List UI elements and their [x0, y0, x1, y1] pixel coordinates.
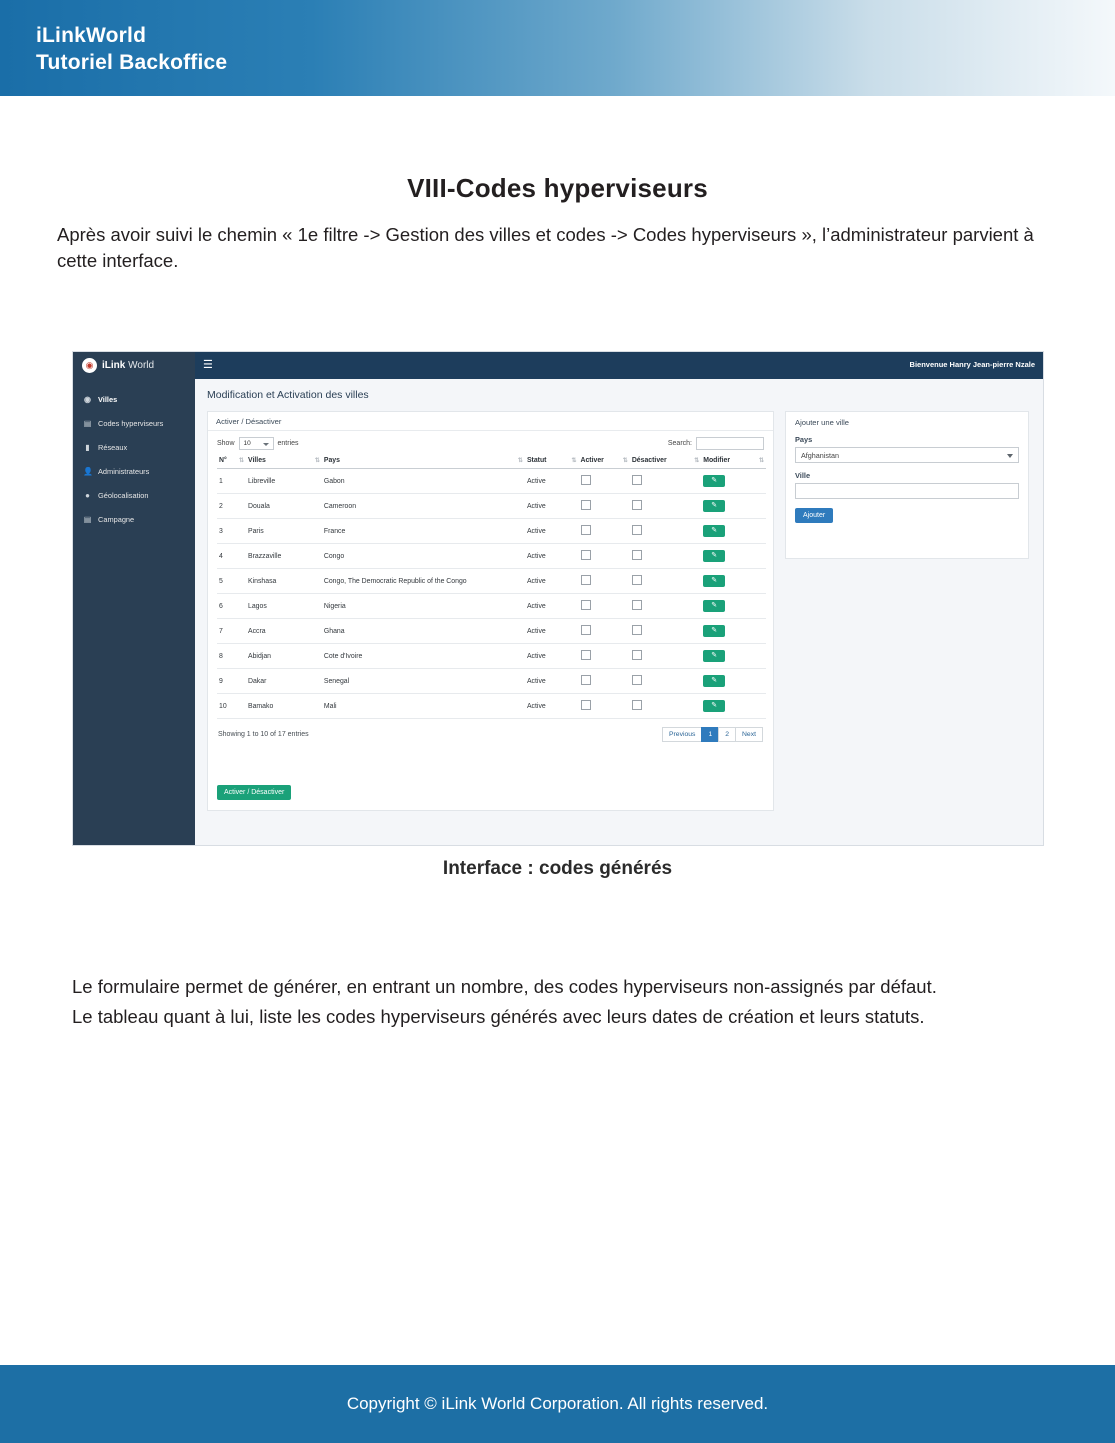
- edit-button[interactable]: ✎: [703, 475, 725, 487]
- desactiver-checkbox[interactable]: [632, 600, 642, 610]
- cell-desactiver: [630, 519, 701, 544]
- column-header-modifier[interactable]: [701, 454, 766, 469]
- column-label: Activer: [580, 457, 604, 464]
- cell-ville: Kinshasa: [246, 569, 322, 594]
- grid-icon: ▤: [83, 418, 92, 428]
- panel-ajouter-ville: [785, 411, 1029, 559]
- cities-table: [217, 454, 766, 719]
- cell-desactiver: [630, 494, 701, 519]
- sidebar-item-geolocalisation[interactable]: [73, 483, 195, 507]
- cell-modifier: [701, 519, 766, 544]
- sort-icon: ⇅: [314, 458, 320, 464]
- ville-input[interactable]: [795, 483, 1019, 499]
- cell-desactiver: [630, 469, 701, 494]
- cell-activer: [579, 694, 630, 719]
- edit-button[interactable]: ✎: [703, 575, 725, 587]
- cell-activer: [579, 644, 630, 669]
- sidebar-item-label: Géolocalisation: [98, 490, 149, 500]
- user-icon: 👤: [83, 466, 93, 476]
- sidebar-item-label: Villes: [98, 394, 118, 404]
- intro-paragraph: Après avoir suivi le chemin « 1e filtre -> Gestion des villes et codes -> Codes hyperviseurs », l’administrateur parvient à cette interface.: [57, 224, 1034, 271]
- column-header-pays[interactable]: [322, 454, 525, 469]
- cell-pays: Cote d'Ivoire: [322, 644, 525, 669]
- app-navbar: [195, 352, 1043, 379]
- cell-num: 1: [217, 469, 246, 494]
- cell-ville: Libreville: [246, 469, 322, 494]
- sidebar-item-campagne[interactable]: [73, 507, 195, 531]
- cell-activer: [579, 519, 630, 544]
- column-label: N°: [219, 457, 227, 464]
- sidebar-item-label: Administrateurs: [98, 466, 150, 476]
- table-row: [217, 669, 766, 694]
- column-header-desactiver[interactable]: [630, 454, 701, 469]
- app-content: [195, 379, 1043, 845]
- column-header-villes[interactable]: [246, 454, 322, 469]
- pays-label: Pays: [795, 435, 813, 444]
- pagination-page-1[interactable]: 1: [701, 727, 719, 742]
- column-label: Villes: [248, 457, 266, 464]
- cell-pays: Cameroon: [322, 494, 525, 519]
- cell-pays: Gabon: [322, 469, 525, 494]
- cell-num: 8: [217, 644, 246, 669]
- cell-modifier: [701, 544, 766, 569]
- globe-icon: ◉: [84, 394, 91, 404]
- cell-activer: [579, 619, 630, 644]
- sidebar-item-administrateurs[interactable]: [73, 459, 195, 483]
- ville-label: Ville: [795, 471, 811, 480]
- cell-statut: Active: [525, 644, 579, 669]
- pagination-previous[interactable]: Previous: [662, 727, 702, 742]
- content-heading: Modification et Activation des villes: [207, 389, 369, 401]
- cell-activer: [579, 569, 630, 594]
- desactiver-checkbox[interactable]: [632, 500, 642, 510]
- cell-statut: Active: [525, 544, 579, 569]
- table-row: [217, 494, 766, 519]
- cell-num: 9: [217, 669, 246, 694]
- table-row: [217, 694, 766, 719]
- table-row: [217, 644, 766, 669]
- column-label: Modifier: [703, 457, 731, 464]
- cell-pays: Congo, The Democratic Republic of the Congo: [322, 569, 525, 594]
- cell-activer: [579, 669, 630, 694]
- app-logo-icon: ◉: [82, 358, 97, 373]
- sidebar-item-label: Codes hyperviseurs: [98, 418, 164, 428]
- table-row: [217, 569, 766, 594]
- brand-block: [36, 22, 227, 76]
- cell-modifier: [701, 694, 766, 719]
- activer-checkbox[interactable]: [581, 650, 591, 660]
- cell-modifier: [701, 469, 766, 494]
- sidebar-item-reseaux[interactable]: [73, 435, 195, 459]
- outro-line-2: Le tableau quant à lui, liste les codes hyperviseurs générés avec leurs dates de création et leurs statuts.: [72, 1006, 925, 1027]
- cell-num: 2: [217, 494, 246, 519]
- cell-num: 10: [217, 694, 246, 719]
- cell-ville: Bamako: [246, 694, 322, 719]
- activer-checkbox[interactable]: [581, 500, 591, 510]
- table-row: [217, 619, 766, 644]
- showing-entries-info: Showing 1 to 10 of 17 entries: [218, 731, 309, 738]
- app-logo-bold: iLink: [102, 360, 126, 371]
- search-control: [668, 437, 764, 450]
- activer-desactiver-button[interactable]: Activer / Désactiver: [217, 785, 291, 800]
- activer-checkbox[interactable]: [581, 475, 591, 485]
- column-header-num[interactable]: [217, 454, 246, 469]
- edit-button[interactable]: ✎: [703, 675, 725, 687]
- outro-text: [72, 972, 1057, 1032]
- cell-num: 3: [217, 519, 246, 544]
- activer-checkbox[interactable]: [581, 550, 591, 560]
- sidebar-item-villes[interactable]: [73, 387, 195, 411]
- brand-line-2: Tutoriel Backoffice: [36, 51, 228, 74]
- cell-modifier: [701, 619, 766, 644]
- app-logo[interactable]: [73, 352, 195, 379]
- show-entries-control: [217, 437, 299, 450]
- sort-icon: ⇅: [622, 458, 628, 464]
- cell-activer: [579, 494, 630, 519]
- edit-button[interactable]: ✎: [703, 500, 725, 512]
- cell-statut: Active: [525, 519, 579, 544]
- sort-icon: ⇅: [517, 458, 523, 464]
- cell-ville: Abidjan: [246, 644, 322, 669]
- cell-modifier: [701, 494, 766, 519]
- cell-modifier: [701, 594, 766, 619]
- cell-desactiver: [630, 669, 701, 694]
- pin-icon: ●: [85, 490, 90, 500]
- cell-pays: Ghana: [322, 619, 525, 644]
- embedded-screenshot: [72, 351, 1044, 846]
- app-logo-light: World: [125, 360, 155, 371]
- sort-icon: ⇅: [758, 458, 764, 464]
- figure-caption: Interface : codes générés: [442, 858, 673, 879]
- cell-pays: France: [322, 519, 525, 544]
- ajouter-button[interactable]: Ajouter: [795, 508, 833, 523]
- cell-statut: Active: [525, 594, 579, 619]
- sidebar-item-codes-hyperviseurs[interactable]: [73, 411, 195, 435]
- entries-select[interactable]: 10: [239, 437, 274, 450]
- cell-activer: [579, 544, 630, 569]
- cell-activer: [579, 594, 630, 619]
- desactiver-checkbox[interactable]: [632, 475, 642, 485]
- page-title: VIII-Codes hyperviseurs: [407, 173, 708, 203]
- cell-statut: Active: [525, 694, 579, 719]
- cell-ville: Accra: [246, 619, 322, 644]
- pays-select[interactable]: Afghanistan: [795, 447, 1019, 463]
- cell-modifier: [701, 644, 766, 669]
- column-header-activer[interactable]: [579, 454, 630, 469]
- cell-ville: Brazzaville: [246, 544, 322, 569]
- activer-checkbox[interactable]: [581, 700, 591, 710]
- edit-button[interactable]: ✎: [703, 625, 725, 637]
- activer-checkbox[interactable]: [581, 625, 591, 635]
- cell-pays: Congo: [322, 544, 525, 569]
- cell-ville: Douala: [246, 494, 322, 519]
- cell-ville: Paris: [246, 519, 322, 544]
- pagination: [663, 727, 763, 742]
- app-logo-text: [102, 360, 154, 371]
- cell-num: 4: [217, 544, 246, 569]
- desactiver-checkbox[interactable]: [632, 675, 642, 685]
- cell-modifier: [701, 569, 766, 594]
- activer-checkbox[interactable]: [581, 575, 591, 585]
- cell-statut: Active: [525, 469, 579, 494]
- search-label: Search:: [667, 440, 692, 447]
- pagination-next[interactable]: Next: [735, 727, 763, 742]
- cell-desactiver: [630, 544, 701, 569]
- page-header-banner: [0, 0, 1115, 96]
- edit-button[interactable]: ✎: [703, 650, 725, 662]
- cell-num: 7: [217, 619, 246, 644]
- cell-activer: [579, 469, 630, 494]
- table-row: [217, 469, 766, 494]
- show-label: Show: [217, 440, 235, 447]
- table-toolbar: [208, 431, 773, 454]
- edit-button[interactable]: ✎: [703, 525, 725, 537]
- table-header-row: [217, 454, 766, 469]
- activer-checkbox[interactable]: [581, 525, 591, 535]
- cell-num: 6: [217, 594, 246, 619]
- welcome-user-label: Bienvenue Hanry Jean-pierre Nzale: [909, 360, 1035, 369]
- search-input[interactable]: [696, 437, 764, 450]
- table-body: [217, 469, 766, 719]
- cell-statut: Active: [525, 569, 579, 594]
- edit-button[interactable]: ✎: [703, 700, 725, 712]
- page-footer: [0, 1361, 1115, 1443]
- app-sidebar: [73, 379, 195, 845]
- cell-pays: Mali: [322, 694, 525, 719]
- table-row: [217, 544, 766, 569]
- activer-checkbox[interactable]: [581, 675, 591, 685]
- column-label: Désactiver: [631, 457, 667, 464]
- desactiver-checkbox[interactable]: [632, 525, 642, 535]
- entries-label: entries: [277, 440, 299, 447]
- copyright-text: Copyright © iLink World Corporation. All rights reserved.: [346, 1394, 769, 1413]
- cell-desactiver: [630, 694, 701, 719]
- column-label: Statut: [526, 457, 547, 464]
- cell-statut: Active: [525, 494, 579, 519]
- cell-statut: Active: [525, 669, 579, 694]
- cell-desactiver: [630, 569, 701, 594]
- sort-icon: ⇅: [694, 458, 700, 464]
- column-label: Pays: [323, 457, 340, 464]
- panel-activer-desactiver: [207, 411, 774, 811]
- cell-ville: Lagos: [246, 594, 322, 619]
- pagination-page-2[interactable]: 2: [718, 727, 736, 742]
- cell-pays: Senegal: [322, 669, 525, 694]
- sort-icon: ⇅: [238, 458, 244, 464]
- edit-button[interactable]: ✎: [703, 550, 725, 562]
- panel-left-title: Activer / Désactiver: [208, 412, 773, 431]
- cell-modifier: [701, 669, 766, 694]
- column-header-statut[interactable]: [525, 454, 579, 469]
- edit-button[interactable]: ✎: [703, 600, 725, 612]
- cell-desactiver: [630, 619, 701, 644]
- bars-icon: ▮: [85, 442, 90, 452]
- sidebar-item-label: Réseaux: [98, 442, 128, 452]
- sidebar-item-label: Campagne: [98, 514, 135, 524]
- cell-pays: Nigeria: [322, 594, 525, 619]
- outro-line-1: Le formulaire permet de générer, en entrant un nombre, des codes hyperviseurs non-assignés par défaut.: [72, 976, 937, 997]
- app-topbar: [73, 352, 1043, 379]
- activer-checkbox[interactable]: [581, 600, 591, 610]
- cell-ville: Dakar: [246, 669, 322, 694]
- cell-desactiver: [630, 594, 701, 619]
- desactiver-checkbox[interactable]: [632, 625, 642, 635]
- desactiver-checkbox[interactable]: [632, 700, 642, 710]
- cell-desactiver: [630, 644, 701, 669]
- table-footer: [208, 719, 773, 742]
- table-row: [217, 594, 766, 619]
- add-city-title: Ajouter une ville: [795, 418, 850, 427]
- menu-toggle-icon[interactable]: ☰: [203, 359, 213, 371]
- brand-line-1: iLinkWorld: [36, 24, 147, 47]
- desactiver-checkbox[interactable]: [632, 650, 642, 660]
- table-row: [217, 519, 766, 544]
- desactiver-checkbox[interactable]: [632, 550, 642, 560]
- clipboard-icon: ▤: [83, 514, 92, 524]
- sort-icon: ⇅: [571, 458, 577, 464]
- cell-num: 5: [217, 569, 246, 594]
- desactiver-checkbox[interactable]: [632, 575, 642, 585]
- cell-statut: Active: [525, 619, 579, 644]
